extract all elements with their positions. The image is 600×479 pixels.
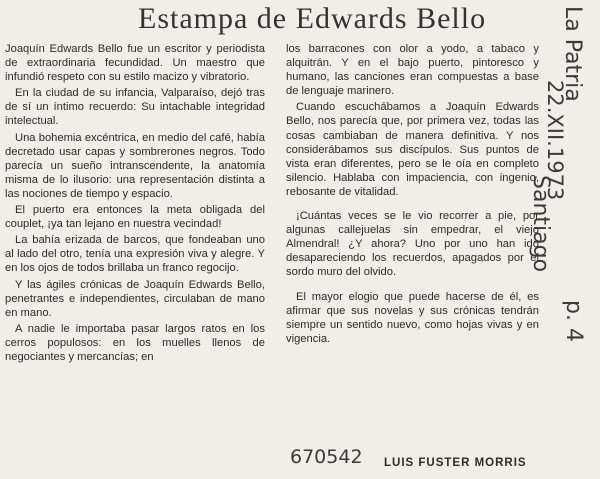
handwritten-city: Santiago [528,175,553,273]
paragraph: A nadie le importaba pasar largos ratos en los cerros populosos: en los muelles llenos de negociantes y mercancías; en [5,322,265,363]
paragraph: ¡Cuántas veces se le vio recorrer a pie, por algunas callejuelas sin empedrar, el viejo Almendral! ¿Y ahora? Uno por uno han ido desapareciendo los recuerdos, apagados por el sordo muro del olvido. [286,210,539,279]
right-column [286,42,539,348]
paragraph: El mayor elogio que puede hacerse de él, es afirmar que sus novelas y sus crónicas tendrán siempre un sentido nuevo, como hojas vivas y en vigencia. [286,290,539,345]
paragraph: Y las ágiles crónicas de Joaquín Edwards Bello, penetrantes e independientes, circulaban de mano en mano. [5,278,265,319]
paragraph: En la ciudad de su infancia, Valparaíso, dejó tras de sí un íntimo recuerdo: Su intachable integridad intelectual. [5,87,265,128]
handwritten-page: p. 4 [561,300,586,342]
left-column [5,42,265,366]
author-signature: LUIS FUSTER MORRIS [384,457,527,469]
article-title: Estampa de Edwards Bello [138,2,487,35]
paragraph: Una bohemia excéntrica, en medio del café, había decretado usar capas y sombrerones negros. Todo parecía un sueño intranscendente, la anatomía misma de lo ilusorio: una representación distinta a las nociones de tiempo y espacio. [5,131,265,200]
handwritten-date: 22.XII.1973 [543,80,567,201]
paragraph: Joaquín Edwards Bello fue un escritor y periodista de extraordinaria fecundidad. Un maestro que infundió respeto con su estilo macizo y vibratorio. [5,43,265,84]
paragraph: La bahía erizada de barcos, que fondeaban uno al lado del otro, tenía una expresión viva y alegre. Y en los ojos de todos brillaba un franco regocijo. [5,234,265,275]
handwritten-catalog-number: 670542 [290,446,363,468]
paragraph: los barracones con olor a yodo, a tabaco y alquitrán. Y en el bajo puerto, pintoresco y humano, las canciones eran compuestas a base de lenguaje marinero. [286,43,539,98]
paragraph: El puerto era entonces la meta obligada del couplet, ¡ya tan lejano en nuestra vecindad! [5,204,265,231]
handwritten-source: La Patria [560,6,585,102]
paragraph: Cuando escuchábamos a Joaquín Edwards Bello, nos parecía que, por primera vez, todas las cosas cambiaban de manera definitiva. Y nos considerábamos sus discípulos. Sus puntos de vista eran diferentes, pero se le oía en completo silencio. Hablaba con impaciencia, con ingenio, rebosante de vitalidad. [286,101,539,198]
